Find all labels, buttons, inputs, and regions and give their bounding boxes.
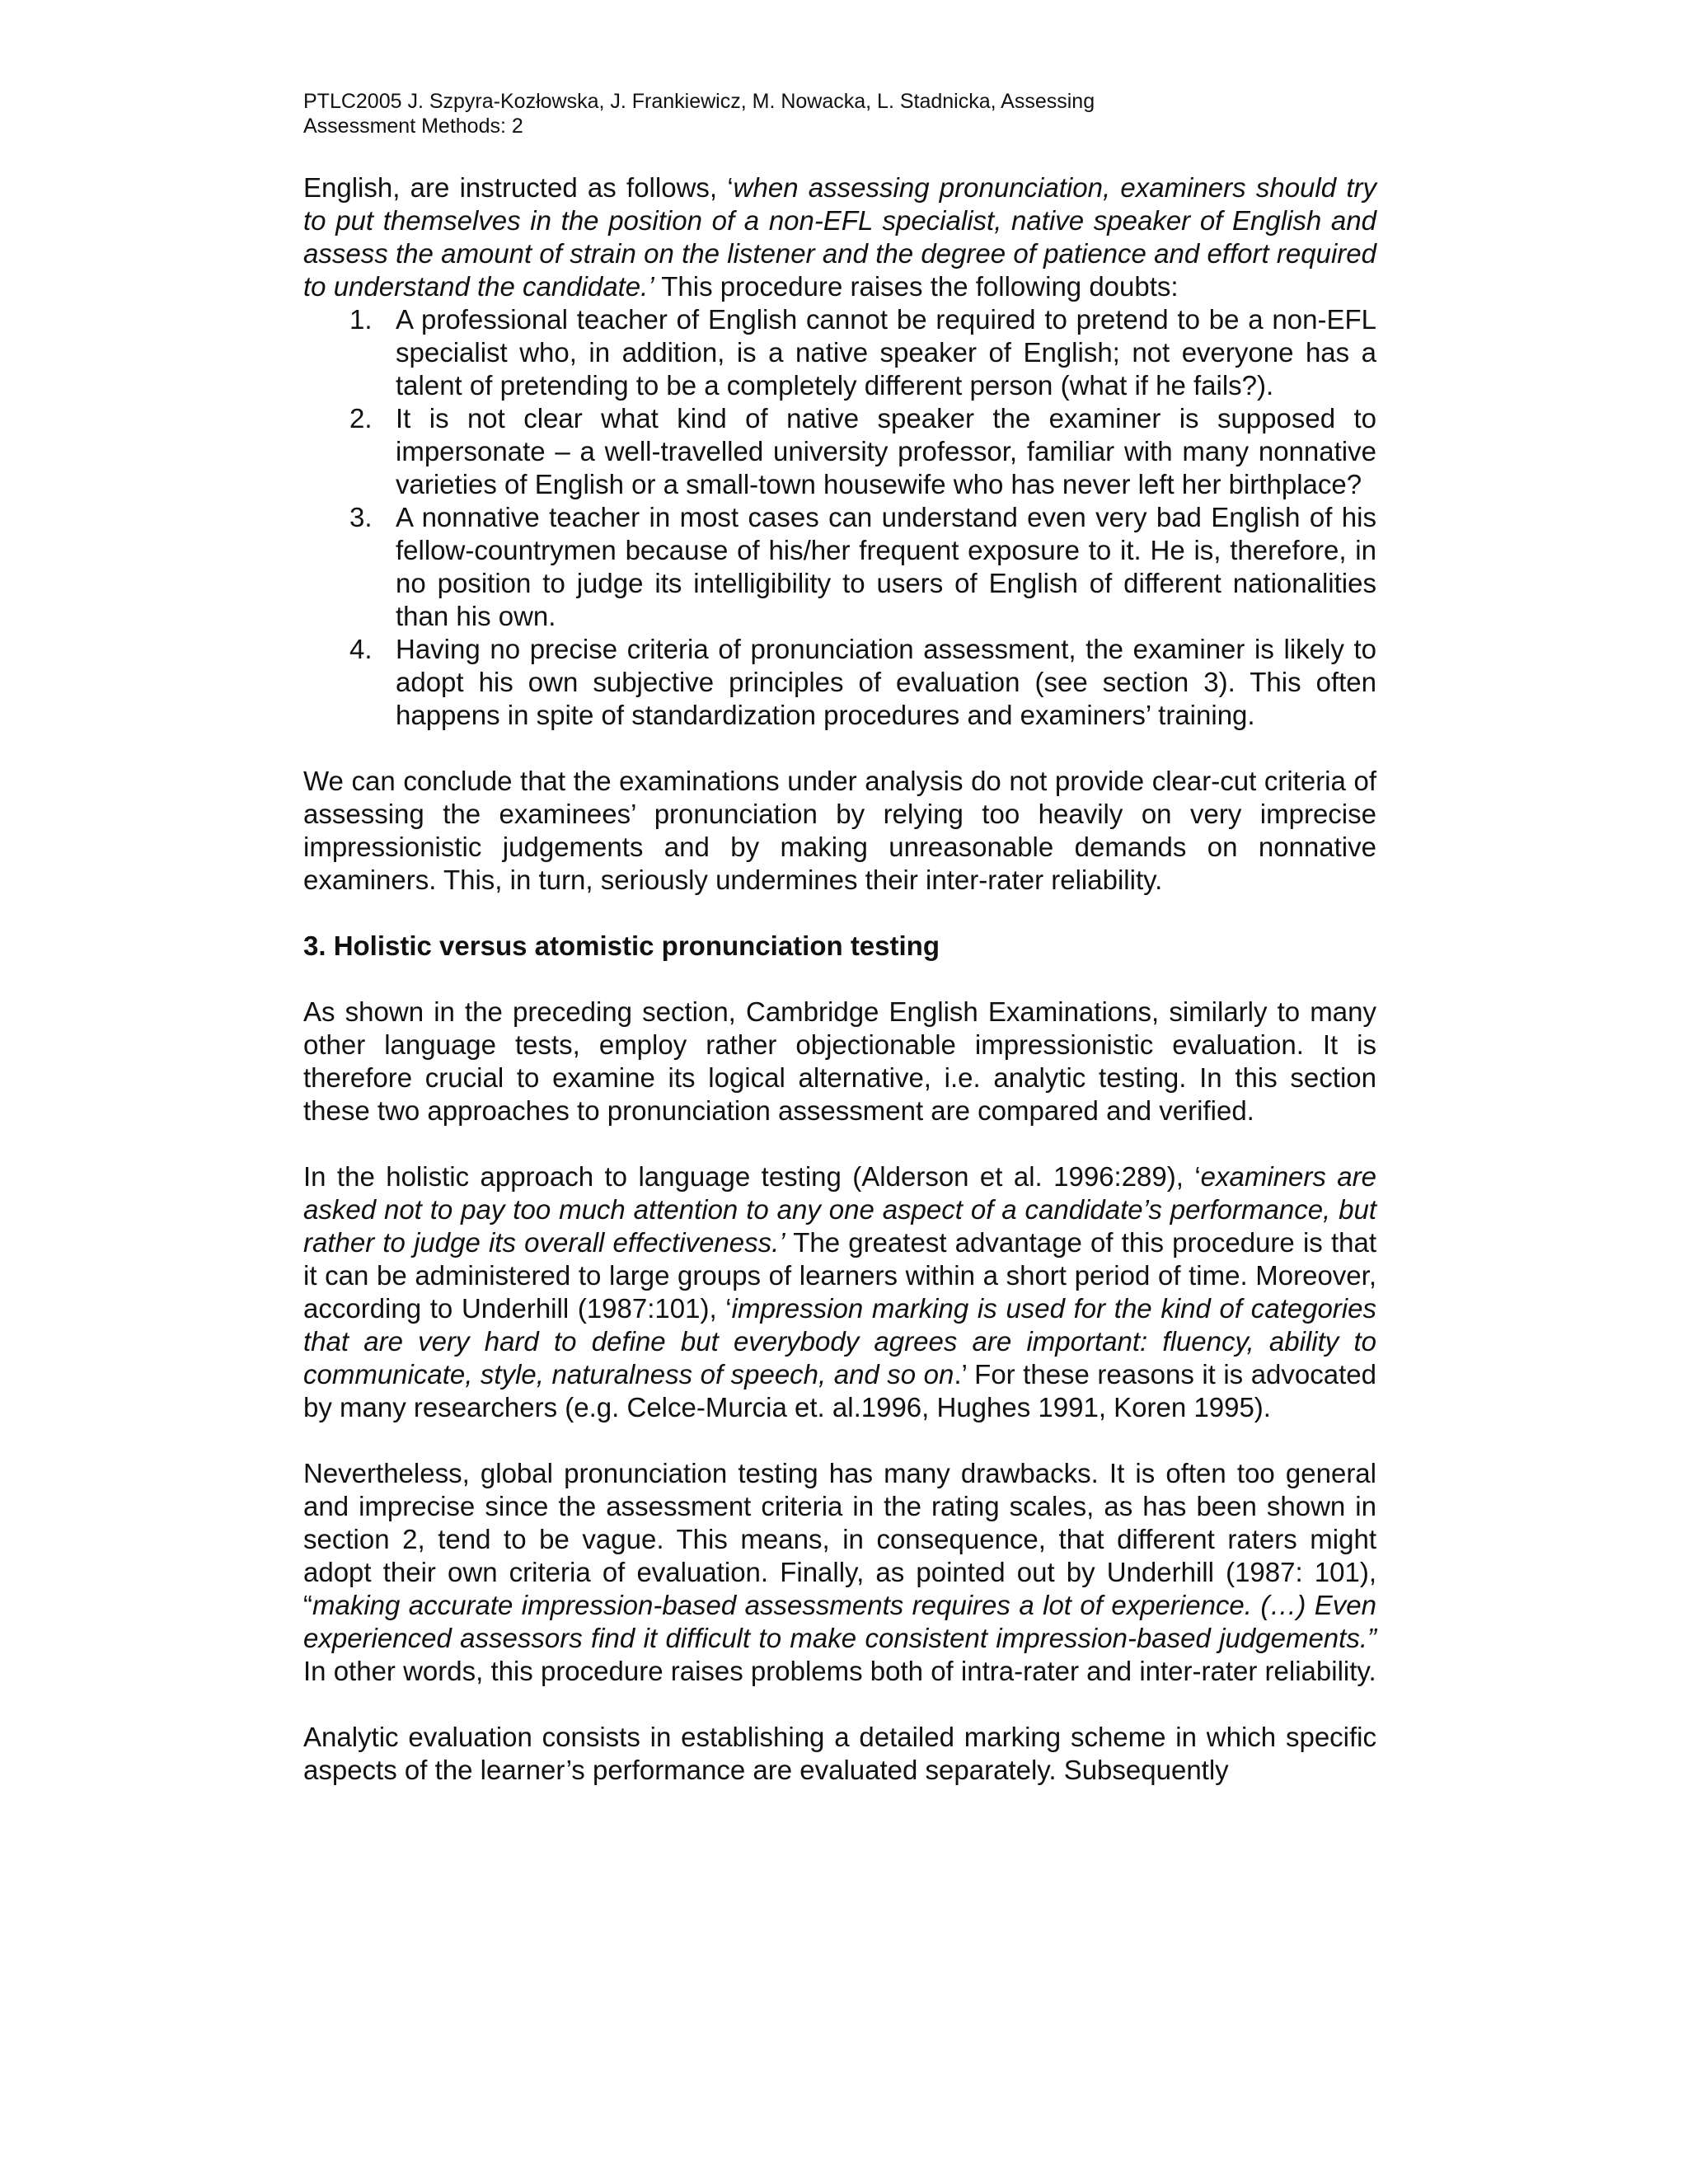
list-item-text: Having no precise criteria of pronunciation assessment, the examiner is likely to adopt his own subjective principles of evaluation (see section 3). This often happens in spite of standardization procedures and examiners’ training.	[396, 634, 1376, 730]
document-page	[303, 89, 1376, 1787]
p2-text-e: .’ For these reasons it is advocated by many researchers (e.g. Celce-Murcia et. al.1996, Hughes 1991, Koren 1995).	[303, 1359, 1376, 1422]
section-paragraph-2	[303, 1160, 1376, 1424]
intro-tail: This procedure raises the following doubts:	[654, 271, 1179, 302]
list-item-number: 4.	[349, 634, 373, 664]
p2-quote-1: examiners are asked not to pay too much attention to any one aspect of a candidate’s performance, but rather to judge its overall effectiveness.’	[303, 1161, 1376, 1258]
intro-paragraph	[303, 171, 1376, 303]
list-item	[303, 303, 1376, 402]
list-item-number: 1.	[349, 304, 373, 335]
section-heading: 3. Holistic versus atomistic pronunciation testing	[303, 930, 940, 961]
header-line-1: PTLC2005 J. Szpyra-Kozłowska, J. Frankiewicz, M. Nowacka, L. Stadnicka, Assessing	[303, 90, 1095, 113]
header-line-2: Assessment Methods: 2	[303, 115, 523, 138]
intro-lead: English, are instructed as follows, ‘	[303, 172, 734, 203]
list-item-text: A professional teacher of English cannot be required to pretend to be a non-EFL specialist who, in addition, is a native speaker of English; not everyone has a talent of pretending to be a completely different person (what if he fails?).	[396, 304, 1376, 401]
list-item	[303, 402, 1376, 501]
section-paragraph-1: As shown in the preceding section, Cambridge English Examinations, similarly to many other language tests, employ rather objectionable impressionistic evaluation. It is therefore crucial to examine its logical alternative, i.e. analytic testing. In this section these two approaches to pronunciation assessment are compared and verified.	[303, 996, 1376, 1126]
list-item	[303, 501, 1376, 633]
list-item-text: A nonnative teacher in most cases can understand even very bad English of his fellow-countrymen because of his/her frequent exposure to it. He is, therefore, in no position to judge its intelligibility to users of English of different nationalities than his own.	[396, 502, 1376, 631]
list-item-number: 3.	[349, 502, 373, 532]
section-paragraph-3	[303, 1457, 1376, 1688]
p2-text-c: The greatest advantage of this procedure is that it can be administered to large groups of learners within a short period of time. Moreover, according to Underhill (1987:101), ‘	[303, 1227, 1376, 1324]
doubts-list	[303, 303, 1376, 732]
list-item-number: 2.	[349, 403, 373, 434]
section-paragraph-4: Analytic evaluation consists in establishing a detailed marking scheme in which specific aspects of the learner’s performance are evaluated separately. Subsequently	[303, 1722, 1376, 1785]
p3-quote: making accurate impression-based assessments requires a lot of experience. (…) Even experienced assessors find it difficult to make consistent impression-based judgements.”	[303, 1590, 1376, 1653]
intro-quote: when assessing pronunciation, examiners should try to put themselves in the position of a non-EFL specialist, native speaker of English and assess the amount of strain on the listener and the degree of patience and effort required to understand the candidate.’	[303, 172, 1376, 302]
conclusion-paragraph: We can conclude that the examinations under analysis do not provide clear-cut criteria of assessing the examinees’ pronunciation by relying too heavily on very imprecise impressionistic judgements and by making unreasonable demands on nonnative examiners. This, in turn, seriously undermines their inter-rater reliability.	[303, 766, 1376, 895]
p3-text-a: Nevertheless, global pronunciation testing has many drawbacks. It is often too general and imprecise since the assessment criteria in the rating scales, as has been shown in section 2, tend to be vague. This means, in consequence, that different raters might adopt their own criteria of evaluation. Finally, as pointed out by Underhill (1987: 101), “	[303, 1458, 1376, 1620]
list-item	[303, 633, 1376, 732]
p2-quote-2: impression marking is used for the kind of categories that are very hard to define but everybody agrees are important: fluency, ability to communicate, style, naturalness of speech, and so on	[303, 1293, 1376, 1390]
p2-text-a: In the holistic approach to language testing (Alderson et al. 1996:289), ‘	[303, 1161, 1201, 1192]
running-header	[303, 89, 1376, 138]
p3-text-c: In other words, this procedure raises problems both of intra-rater and inter-rater reliability.	[303, 1656, 1376, 1686]
list-item-text: It is not clear what kind of native speaker the examiner is supposed to impersonate – a well-travelled university professor, familiar with many nonnative varieties of English or a small-town housewife who has never left her birthplace?	[396, 403, 1376, 499]
